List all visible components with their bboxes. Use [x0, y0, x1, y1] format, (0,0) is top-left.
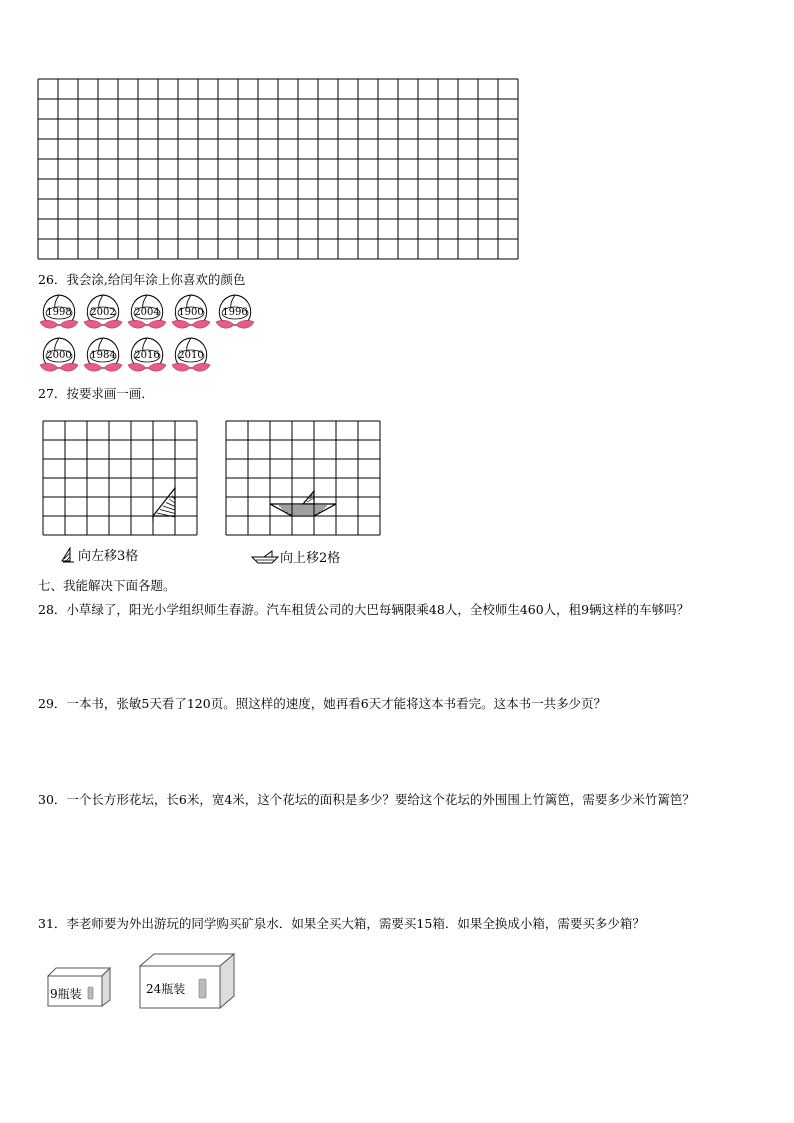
left-caption-text: 向左移3格 — [78, 549, 139, 564]
boat-figure — [270, 491, 336, 516]
peach-group — [36, 292, 276, 376]
large-box-label: 24瓶装 — [146, 982, 186, 996]
peach-icon[interactable] — [36, 292, 82, 332]
question-30: 30．一个长方形花坛，长6米，宽4米，这个花坛的面积是多少？要给这个花坛的外围围上竹篱笆，需要多少米竹篱笆？ — [38, 792, 695, 807]
flag-figure — [153, 488, 175, 521]
peach-year-label: 1900 — [178, 307, 204, 318]
section-7-heading: 七、我能解决下面各题。 — [38, 578, 176, 593]
question-29: 29．一本书，张敏5天看了120页。照这样的速度，她再看6天才能将这本书看完。这本书一共多少页？ — [38, 696, 607, 711]
peach-year-label: 1996 — [222, 307, 248, 318]
peach-icon[interactable] — [212, 292, 258, 332]
flag-icon — [60, 547, 78, 563]
right-caption — [250, 547, 340, 566]
bottle-icon — [88, 987, 93, 999]
peach-icon[interactable] — [36, 335, 82, 375]
peach-icon[interactable] — [168, 292, 214, 332]
peach-icon[interactable] — [124, 335, 170, 375]
peach-year-label: 1984 — [90, 350, 116, 361]
peach-year-label: 2010 — [178, 350, 204, 361]
answer-grid — [37, 78, 521, 262]
right-grid — [223, 418, 381, 540]
peach-icon[interactable] — [168, 335, 214, 375]
right-caption-text: 向上移2格 — [280, 551, 341, 566]
small-box-label: 9瓶装 — [50, 987, 82, 1001]
peach-icon[interactable] — [80, 335, 126, 375]
boat-icon — [250, 549, 280, 565]
peach-year-label: 2000 — [46, 350, 72, 361]
peach-year-label: 2016 — [134, 350, 160, 361]
question-28: 28．小草绿了，阳光小学组织师生春游。汽车租赁公司的大巴每辆限乘48人，全校师生460人，租9辆这样的车够吗？ — [38, 602, 690, 617]
peach-year-label: 2002 — [90, 307, 116, 318]
bottle-icon — [199, 979, 206, 998]
question-31: 31．李老师要为外出游玩的同学购买矿泉水．如果全买大箱，需要买15箱．如果全换成小箱，需要买多少箱？ — [38, 916, 645, 931]
peach-year-label: 1998 — [46, 307, 72, 318]
peach-year-label: 2004 — [134, 307, 160, 318]
question-26: 26．我会涂,给闰年涂上你喜欢的颜色 — [38, 272, 246, 287]
question-27: 27．按要求画一画． — [38, 386, 154, 401]
left-grid — [40, 418, 200, 540]
peach-icon[interactable] — [124, 292, 170, 332]
left-caption — [60, 545, 138, 564]
peach-icon[interactable] — [80, 292, 126, 332]
